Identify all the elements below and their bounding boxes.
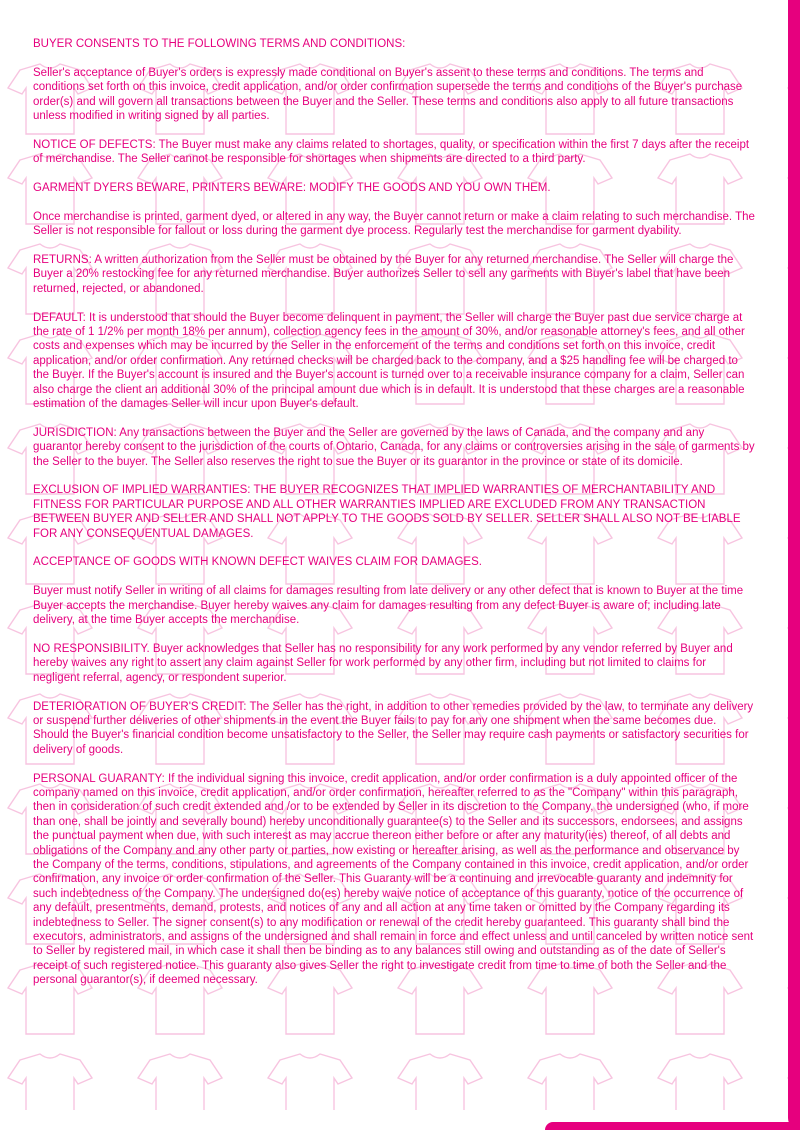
jurisdiction-clause: JURISDICTION: Any transactions between the Buyer and the Seller are governed by the laws of Canada, and the company and any guarantor hereby consent to the jurisdiction of the courts of Ontario, Canada, for any claims or controversies arising in the sale of garments by the Seller to the buyer. The Seller also reserves the right to sue the Buyer or its guarantor in the province or state of its domicile. [33, 426, 755, 468]
no-responsibility-clause: NO RESPONSIBILITY. Buyer acknowledges that Seller has no responsibility for any work performed by any vendor referred by Buyer and hereby waives any right to assert any claim against Seller for work performed by any other firm, including but not limited to claims for negligent referral, agency, or respondent superior. [33, 642, 733, 684]
right-accent-bar [788, 0, 800, 1130]
credit-deterioration-clause: DETERIORATION OF BUYER'S CREDIT: The Seller has the right, in addition to other remedies provided by the law, to terminate any delivery or suspend further deliveries of other shipments in the event the Buyer fails to pay for any one shipment when the same becomes due. Should the Buyer's financial condition become unsatisfactory to the Seller, the Seller may require cash payments or satisfactory securities for delivery of goods. [33, 700, 754, 756]
acceptance-clause: Buyer must notify Seller in writing of all claims for damages resulting from late delivery or any other defect that is known to Buyer at the time Buyer accepts the merchandise. Buyer hereby waives any claim for damages resulting from any defect Buyer is aware of; including late delivery, at the time Buyer accepts the merchandise. [33, 585, 744, 627]
default-clause: DEFAULT: It is understood that should the Buyer become delinquent in payment, the Seller will charge the Buyer past due service charge at the rate of 1 1/2% per month 18% per annum), collection agency fees in the amount of 30%, and/or reasonable attorney's fees, and all other costs and expenses which may be incurred by the Seller in the enforcement of the terms and conditions set forth on this invoice, credit application, and/or order confirmation. Any returned checks will be charged back to the company, and a $25 handling fee will be charged to the Buyer. If the Buyer's account is insured and the Buyer's account is turned over to a receivable insurance company for a claim, Seller can also charge the client an additional 30% of the principal amount due which is in default. It is understood that these charges are a reasonable estimation of the damages Seller will incur upon Buyer's default. [33, 311, 745, 411]
bottom-accent-bar [545, 1122, 800, 1130]
terms-document [33, 37, 755, 1002]
garment-dyers-text: Once merchandise is printed, garment dyed, or altered in any way, the Buyer cannot return or make a claim relating to such merchandise. The Seller is not responsible for fallout or loss during the garment dye process. Regularly test the merchandise for garment dyability. [33, 210, 755, 238]
terms-heading: BUYER CONSENTS TO THE FOLLOWING TERMS AND CONDITIONS: [33, 38, 406, 50]
notice-of-defects: NOTICE OF DEFECTS: The Buyer must make any claims related to shortages, quality, or specification within the first 7 days after the receipt of merchandise. The Seller cannot be responsible for shortages when shipments are directed to a third party. [33, 138, 750, 166]
returns-clause: RETURNS: A written authorization from the Seller must be obtained by the Buyer for any returned merchandise. The Seller will charge the Buyer a 20% restocking fee for any returned merchandise. Buyer authorizes Seller to sell any garments with Buyer's label that have been returned, rejected, or abandoned. [33, 254, 734, 295]
personal-guaranty-clause: PERSONAL GUARANTY: If the individual signing this invoice, credit application, and/or order confirmation is a duly appointed officer of the company named on this invoice, credit application, and/or order confirmation, hereafter referred to as the "Company" within this paragraph, then in consideration of such credit extended and /or to be extended by Seller in its discretion to the Company, the undersigned (who, if more than one, shall be jointly and severally bound) hereby unconditionally guarantee(s) to the Seller and its successors, endorsees, and assigns the punctual payment when due, with such interest as may accrue thereon either before or after any maturity(ies) thereof, of all debts and obligations of the Company and any other party or parties, now existing or hereafter arising, as well as the performance and observance by the Company of the terms, conditions, stipulations, and agreements of the Company contained in this invoice, credit application, and/or order confirmation, any invoice or order confirmation of the Seller. This Guaranty will be a continuing and irrevocable guaranty and indemnity for such indebtedness of the Company. The undersigned do(es) hereby waive notice of acceptance of this guaranty, notice of the occurrence of any default, presentments, demand, protests, and notices of any and all action at any time taken or omitted by the Company regarding its indebtedness to Seller. The signer consent(s) to any modification or renewal of the credit hereby guaranteed. This guaranty shall bind the executors, administrators, and assigns of the undersigned and shall remain in force and effect unless and until canceled by written notice sent to Seller by registered mail, in which case it shall then be binding as to any balances still owing and outstanding as of the date of Seller's receipt of such registered notice. This guaranty also gives Seller the right to investigate credit from time to time of both the Seller and the personal guarantor(s), if deemed necessary. [33, 772, 754, 987]
warranties-clause: EXCLUSION OF IMPLIED WARRANTIES: THE BUYER RECOGNIZES THAT IMPLIED WARRANTIES OF MERCHANTABILITY AND FITNESS FOR PARTICULAR PURPOSE AND ALL OTHER WARRANTIES IMPLIED ARE EXCLUDED FROM ANY TRANSACTION BETWEEN BUYER AND SELLER AND SHALL NOT APPLY TO THE GOODS SOLD BY SELLER. SELLER SHALL ALSO NOT BE LIABLE FOR ANY CONSEQUENTUAL DAMAGES. [33, 484, 741, 540]
garment-dyers-heading: GARMENT DYERS BEWARE, PRINTERS BEWARE: MODIFY THE GOODS AND YOU OWN THEM. [33, 182, 551, 195]
terms-intro: Seller's acceptance of Buyer's orders is expressly made conditional on Buyer's assent to these terms and conditions. The terms and conditions set forth on this invoice, credit application, and/or order confirmation supersede the terms and conditions of the Buyer's purchase order(s) and will govern all transactions between the Buyer and the Seller. These terms and conditions also apply to all future transactions unless modified in writing signed by all parties. [33, 66, 743, 123]
acceptance-heading: ACCEPTANCE OF GOODS WITH KNOWN DEFECT WAIVES CLAIM FOR DAMAGES. [33, 556, 482, 569]
